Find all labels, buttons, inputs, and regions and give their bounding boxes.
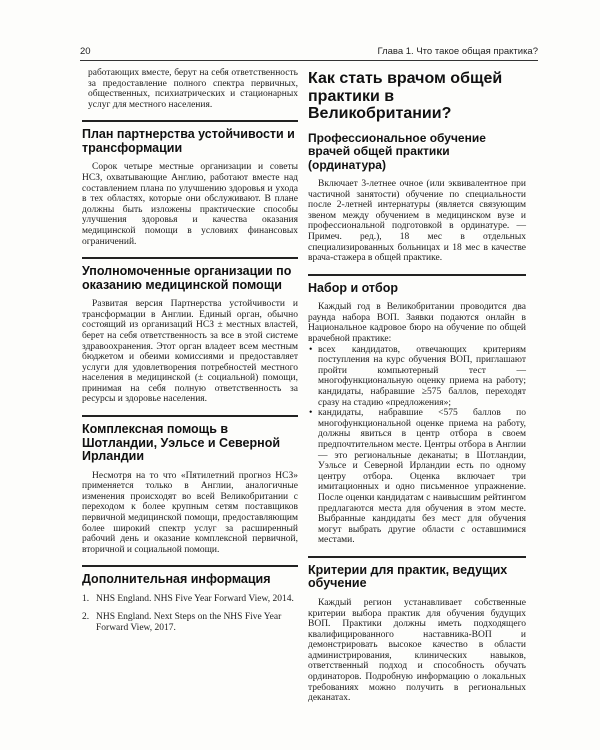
section-heading: План партнерства устойчивости и трансформации [82, 127, 295, 155]
reference-number: 2. [82, 612, 90, 623]
reference-number: 1. [82, 593, 90, 604]
paragraph: Каждый регион устанавливает собственные критерии выбора практик для обучения будущих ВОП. Практики должны иметь подходящего квалифицированного наставника-ВОП и демонстрировать высокое качество в области администрирования, клинических навыков, ответственный подход и способность обучать ординаторов. Подробную информацию о локальных требованиях можно получить в региональных деканатах. [308, 597, 526, 704]
section-heading: Комплексная помощь в Шотландии, Уэльсе и Северной Ирландии [82, 422, 281, 464]
reference-item [82, 612, 298, 633]
section-training [308, 132, 526, 264]
running-title: Глава 1. Что такое общая практика? [377, 46, 538, 57]
paragraph: Развитая версия Партнерства устойчивости и трансформации в Англии. Единый орган, обычно состоящий из организаций НСЗ ± местных властей, берет на себя ответственность за все в этой системе здравоохранения. Этот орган владеет всем местным бюджетом и обеими комиссиями и предоставляет услуги для удовлетворения потребностей местного населения в медицинской (± социальной) помощи, принимая на себя полную ответственность за ресурсы и здоровье населения. [82, 299, 298, 405]
paragraph: Сорок четыре местные организации и советы НСЗ, охватывающие Англию, работают вместе над составлением плана по улучшению здоровья и ухода в тех областях, которые они обслуживают. В плане должны быть изложены практические способы улучшения здоровья и качества оказания медицинской помощи в условиях финансовых ограничений. [82, 162, 298, 247]
section-partnership [82, 120, 298, 247]
list-item-text: • кандидаты, набравшие <575 баллов по многофункциональной оценке приема на работу, должны явиться в центр отбора в своем предпочтительном месте. Центры отбора в Англии — это региональные деканаты; в Шотландии, Уэльсе и Северной Ирландии есть по одному центру отбора. Оценка включает три имитационных и одно письменное упражнение. После оценки кандидатам с наивысшим рейтингом предлагаются места для обучения в этом месте. Выбранные кандидаты без мест для обучения могут выбрать другие области с оставшимися местами. [318, 408, 526, 546]
header-rule [80, 60, 538, 61]
left-column [82, 68, 298, 642]
reference-text: NHS England. NHS Five Year Forward View, 2014. [96, 593, 294, 604]
list-item [318, 408, 526, 546]
section-heading: Уполномоченные организации по оказанию медицинской помощи [82, 264, 292, 292]
reference-list [82, 594, 298, 634]
page-header [80, 44, 538, 60]
section-authorized-orgs [82, 257, 298, 405]
paragraph: Включает 3-летнее очное (или эквивалентное при частичной занятости) обучение по специальности после 2-летней интернатуры (является связующим звеном между обучением в медицинском вузе и профессиональной подготовкой в ординатуре. — Примеч. ред.), 18 мес в отдельных специализированных больницах и 18 мес в качестве врача-стажера в общей практике. [308, 179, 526, 264]
page-number: 20 [80, 46, 91, 57]
list-item [318, 345, 526, 409]
section-recruitment [308, 274, 526, 546]
section-further-info [82, 565, 298, 633]
bullet-list [308, 345, 526, 546]
right-column [308, 68, 526, 704]
chapter-heading: Как стать врачом общей практики в Великобритании? [308, 70, 503, 122]
intro-continuation: работающих вместе, берут на себя ответственность за предоставление полного спектра первичных, общественных, психиатрических и стационарных услуг для местного населения. [88, 68, 298, 110]
paragraph: Несмотря на то что «Пятилетний прогноз НСЗ» применяется только в Англии, аналогичные изменения происходят во всей Великобритании с переходом к более крупным сетям поставщиков первичной медицинской помощи, предоставляющим более широкий спектр услуг за расширенный рабочий день и оказание комплексной первичной, вторичной и социальной помощи. [82, 470, 298, 555]
list-item-text: • всех кандидатов, отвечающих критериям поступления на курс обучения ВОП, приглашают пройти компьютерный тест — многофункциональную оценку приема на работу; кандидаты, набравшие ≥575 баллов, переходят сразу на стадию «предложения»; [318, 344, 526, 408]
section-heading: Набор и отбор [308, 280, 399, 295]
section-heading: Профессиональное обучение врачей общей практики (ординатура) [308, 130, 486, 172]
reference-item [82, 594, 298, 605]
section-heading: Дополнительная информация [82, 572, 271, 587]
paragraph: Каждый год в Великобритании проводится два раунда набора ВОП. Заявки подаются онлайн в Национальное кадровое бюро на обучение по общей врачебной практике: [308, 302, 526, 345]
section-heading: Критерии для практик, ведущих обучение [308, 562, 508, 591]
section-integrated-care [82, 415, 298, 555]
section-criteria [308, 556, 526, 704]
reference-text: NHS England. Next Steps on the NHS Five Year Forward View, 2017. [96, 612, 282, 633]
